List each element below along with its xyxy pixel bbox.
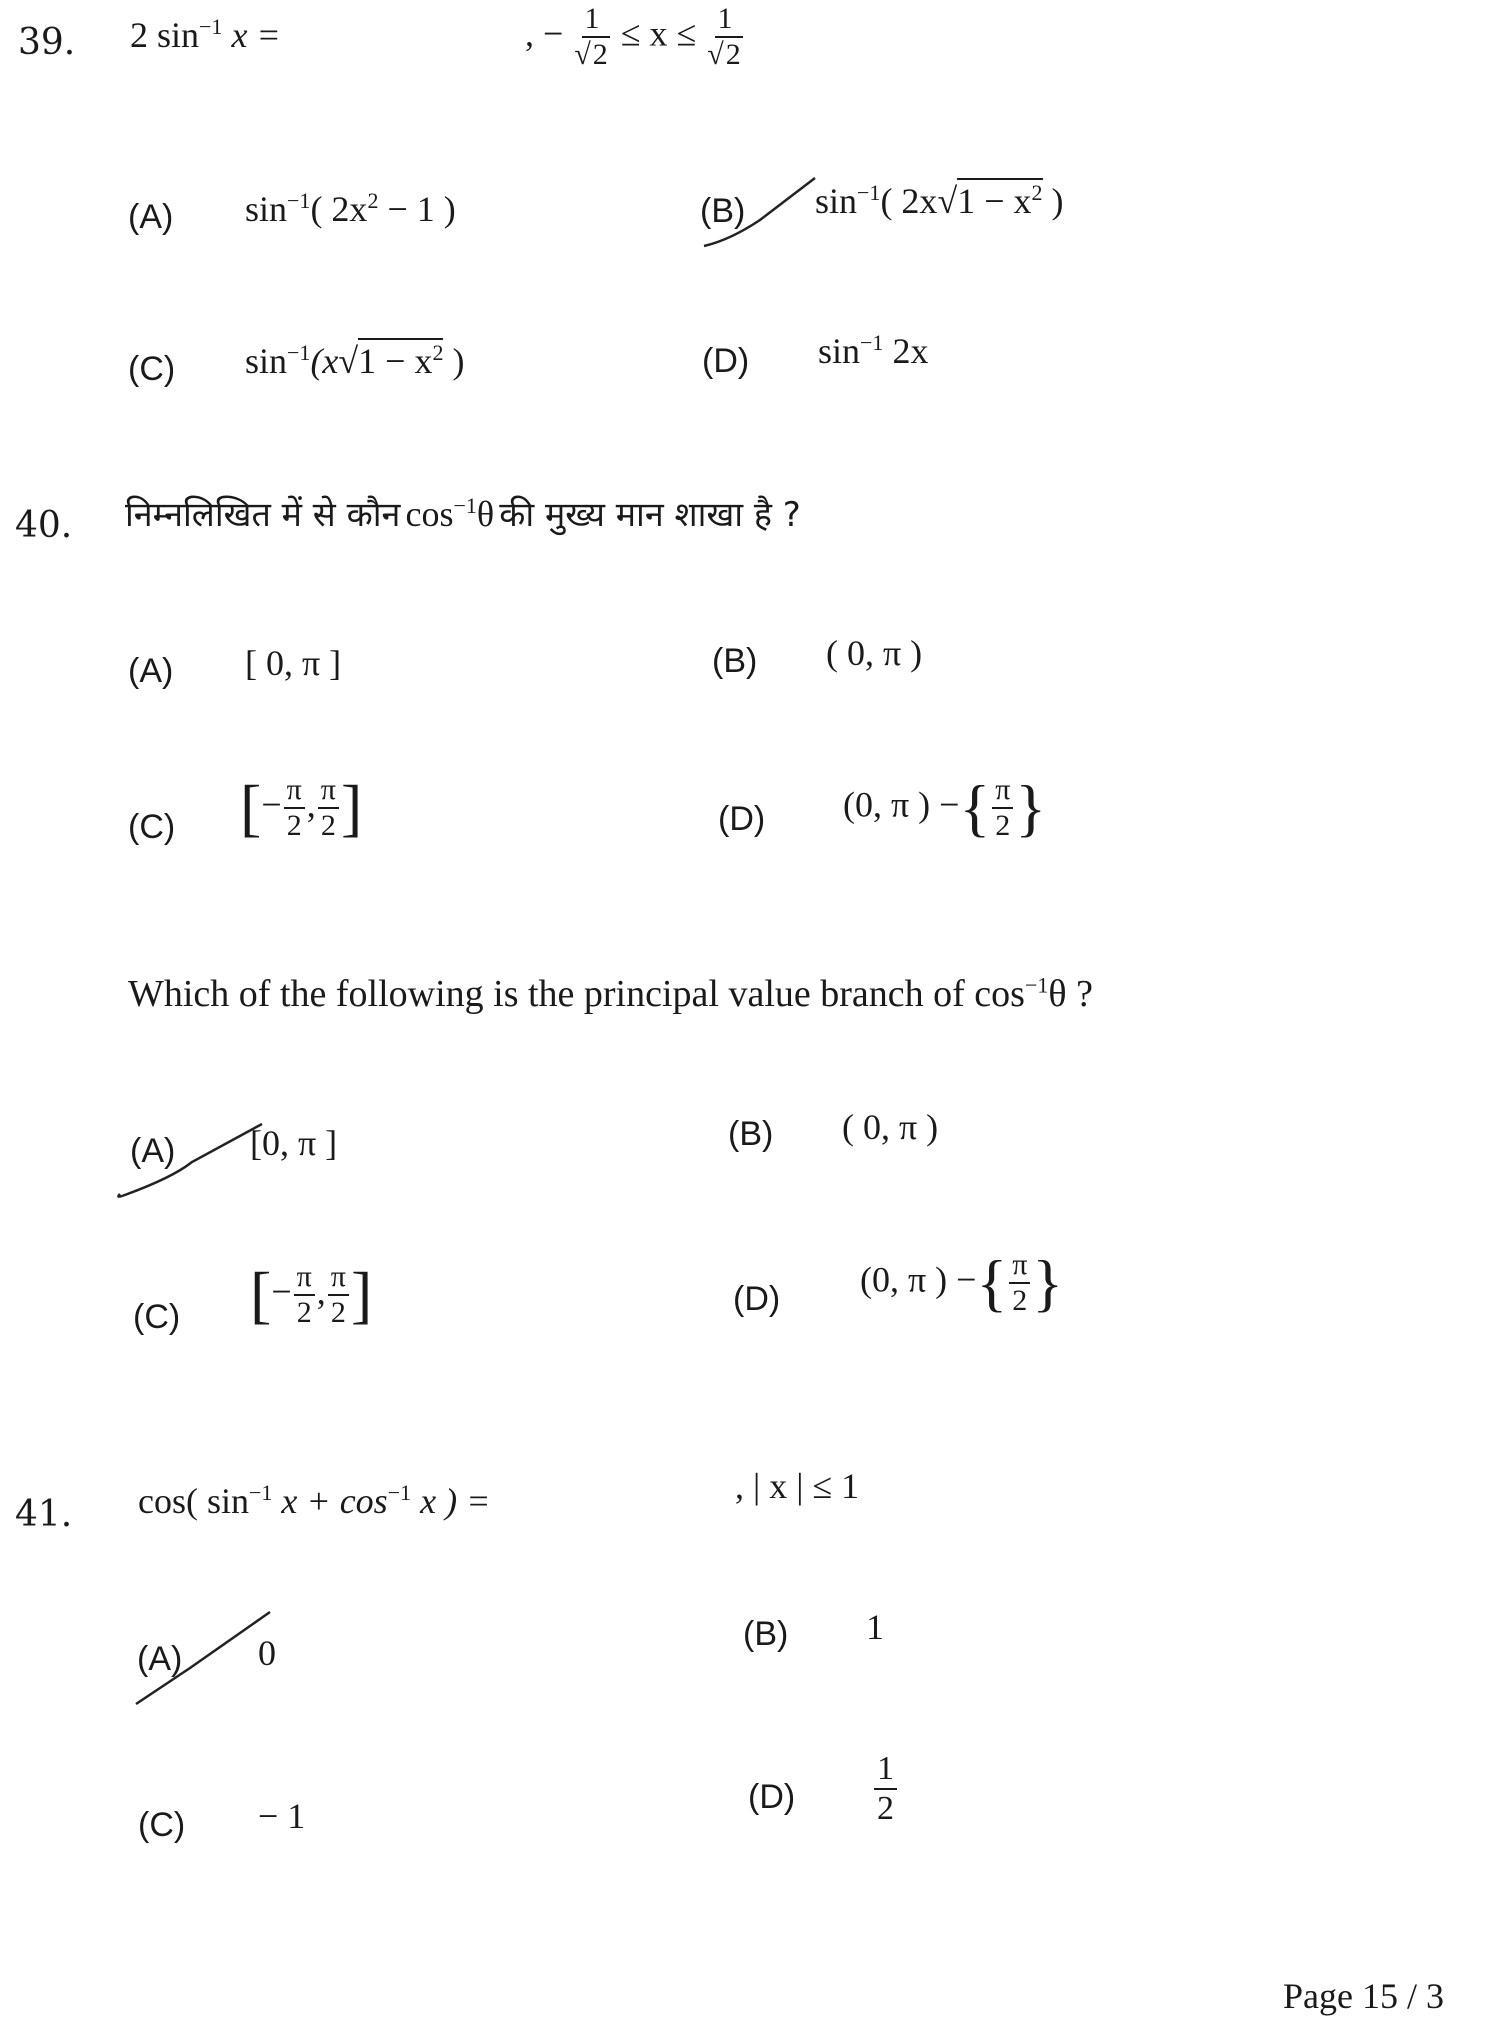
q41-option-d: $\frac{1}{2}$ <box>872 1752 899 1826</box>
q40-a-tick-mark <box>112 1118 272 1198</box>
q41-option-c: − 1 <box>258 1796 306 1836</box>
q40-en-option-b-label: (B) <box>728 1115 774 1153</box>
q40-en-option-d: (0, π ) −{ $\frac{\pi}{2}$ } <box>860 1247 1064 1318</box>
q39-option-a-label: (A) <box>128 198 174 236</box>
q41-option-d-label: (D) <box>748 1778 796 1816</box>
q40-hi-option-c: [− $\frac{\pi}{2}$ , $\frac{\pi}{2}$ ] <box>240 772 363 843</box>
q39-number: 39. <box>18 22 76 63</box>
q39-option-a: $\sin^{-1}$( $2x^2 - 1$ ) <box>245 188 456 229</box>
q40-en-option-b: ( 0, π ) <box>842 1107 939 1147</box>
q40-hi-option-c-label: (C) <box>128 808 176 846</box>
q41-option-a-label: (A) <box>137 1640 183 1678</box>
q40-number: 40. <box>15 505 73 546</box>
q40-hi-option-d-label: (D) <box>718 800 766 838</box>
q39-stem: 2 $\sin^{-1} x$ = <box>130 14 281 55</box>
page-number: Page 15 / 3 <box>1283 1976 1444 2016</box>
q41-a-tick-mark <box>130 1608 280 1708</box>
q41-condition: , | x | ≤ 1 <box>735 1466 860 1506</box>
q40-english-stem: Which of the following is the principal value branch of $\cos^{-1}\theta$ ? <box>128 972 1093 1015</box>
q41-option-b: 1 <box>866 1607 884 1647</box>
q40-en-option-a-label: (A) <box>130 1132 176 1170</box>
q41-option-a: 0 <box>258 1633 276 1673</box>
q39-condition: , − $\frac{1}{√2}$ ≤ x ≤ $\frac{1}{√2}$ <box>525 2 741 71</box>
q40-en-option-c-label: (C) <box>133 1298 181 1336</box>
q39-option-c: $\sin^{-1}(x√1 - x^2$ ) <box>245 340 465 381</box>
q41-option-c-label: (C) <box>138 1806 186 1844</box>
q40-en-option-c: [− $\frac{\pi}{2}$ , $\frac{\pi}{2}$ ] <box>250 1259 373 1330</box>
q40-hi-option-d: (0, π ) −{ $\frac{\pi}{2}$ } <box>843 772 1047 843</box>
q40-hi-option-b-label: (B) <box>712 642 758 680</box>
q40-en-option-a: [0, π ] <box>250 1123 338 1163</box>
q39-option-d: $\sin^{-1} 2x$ <box>818 330 929 371</box>
q41-option-b-label: (B) <box>743 1615 789 1653</box>
q39-option-c-label: (C) <box>128 350 176 388</box>
q39-option-b: $\sin^{-1}$( $2x√1 - x^2$ ) <box>815 180 1064 221</box>
q40-hi-option-a: [ 0, π ] <box>245 643 342 683</box>
q39-b-tick-mark <box>700 172 820 252</box>
q40-hi-option-a-label: (A) <box>128 652 174 690</box>
q39-option-b-label: (B) <box>700 192 746 230</box>
q41-number: 41. <box>15 1494 73 1535</box>
q40-hindi-stem: निम्नलिखित में से कौन $\cos^{-1}\theta$ की मुख्य मान शाखा है ? <box>125 493 801 535</box>
q39-option-d-label: (D) <box>702 342 750 380</box>
q41-stem: cos( $\sin^{-1} x + \cos^{-1} x$ ) = <box>138 1480 491 1521</box>
q40-hi-option-b: ( 0, π ) <box>826 633 923 673</box>
q40-en-option-d-label: (D) <box>733 1280 781 1318</box>
